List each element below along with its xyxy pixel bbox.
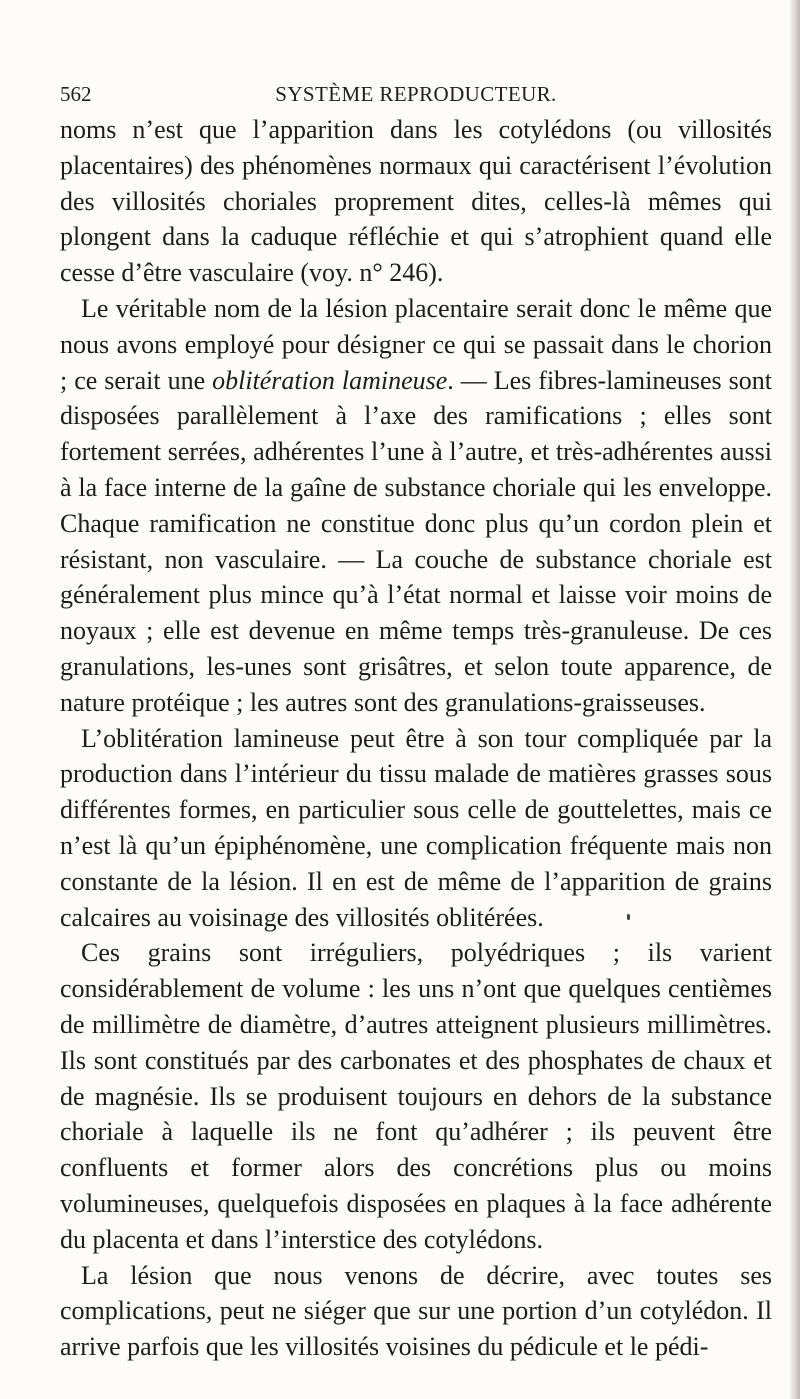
paragraph-1 bbox=[60, 112, 772, 291]
page-header bbox=[60, 78, 772, 114]
paragraph-4-text: Ces grains sont irréguliers, polyédriques ; ils varient considérablement de volume : les uns n’ont que quelques centièmes de millimètre de diamètre, d’autres atteignent plusieurs millimètres. Ils sont constitués par des carbonates et des phosphates de chaux et de magnésie. Ils se produisent toujours en dehors de la substance choriale à laquelle ils ne font qu’adhérer ; ils peuvent être confluents et former alors des concrétions plus ou moins volumineuses, quelquefois disposées en plaques à la face adhérente du placenta et dans l’interstice des cotylédons. bbox=[60, 938, 772, 1254]
paragraph-2 bbox=[60, 291, 772, 721]
paragraph-1-text: noms n’est que l’apparition dans les cotylédons (ou villosités placentaires) des phénomènes normaux qui caractérisent l’évolution des villosités choriales proprement dites, celles-là mêmes qui plongent dans la caduque réfléchie et qui s’atrophient quand elle cesse d’être vasculaire (voy. n° 246). bbox=[60, 115, 772, 288]
page-number: 562 bbox=[60, 82, 92, 106]
paragraph-5-text: La lésion que nous venons de décrire, avec toutes ses complications, peut ne siéger que sur une portion d’un cotylédon. Il arrive parfois que les villosités voisines du pédicule et le pédi- bbox=[60, 1260, 772, 1362]
paragraph-5 bbox=[60, 1258, 772, 1365]
paragraph-3-text: L’oblitération lamineuse peut être à son tour compliquée par la production dans l’intérieur du tissu malade de matières grasses sous différentes formes, en particulier sous celle de gouttelettes, mais ce n’est là qu’un épiphénomène, une complication fréquente mais non constante de la lésion. Il en est de même de l’apparition de grains calcaires au voisinage des villosités oblitérées. bbox=[60, 723, 772, 932]
running-title: SYSTÈME REPRODUCTEUR. bbox=[275, 82, 557, 106]
paragraph-2-emphasis: oblitération lamineuse bbox=[212, 365, 448, 395]
page-edge-shadow bbox=[790, 0, 800, 1399]
print-speck bbox=[627, 914, 630, 920]
paragraph-4 bbox=[60, 935, 772, 1257]
body-text bbox=[60, 112, 772, 1365]
paragraph-3 bbox=[60, 721, 772, 936]
paragraph-2-text-end: . — Les fibres-lamineuses sont disposées parallèlement à l’axe des ramifications ; elles sont fortement serrées, adhérentes l’une à l’autre, et très-adhérentes aussi à la face interne de la gaîne de substance choriale qui les enveloppe. Chaque ramification ne constitue donc plus qu’un cordon plein et résistant, non vasculaire. — La couche de substance choriale est généralement plus mince qu’à l’état normal et laisse voir moins de noyaux ; elle est devenue en même temps très-granuleuse. De ces granulations, les-unes sont grisâtres, et selon toute apparence, de nature protéique ; les autres sont des granulations-graisseuses. bbox=[60, 365, 772, 717]
paragraph-2-text-start: Le véritable nom de la lésion placentaire serait donc le même que nous avons employé pour désigner ce qui se passait dans le chorion ; ce serait une bbox=[60, 293, 772, 395]
